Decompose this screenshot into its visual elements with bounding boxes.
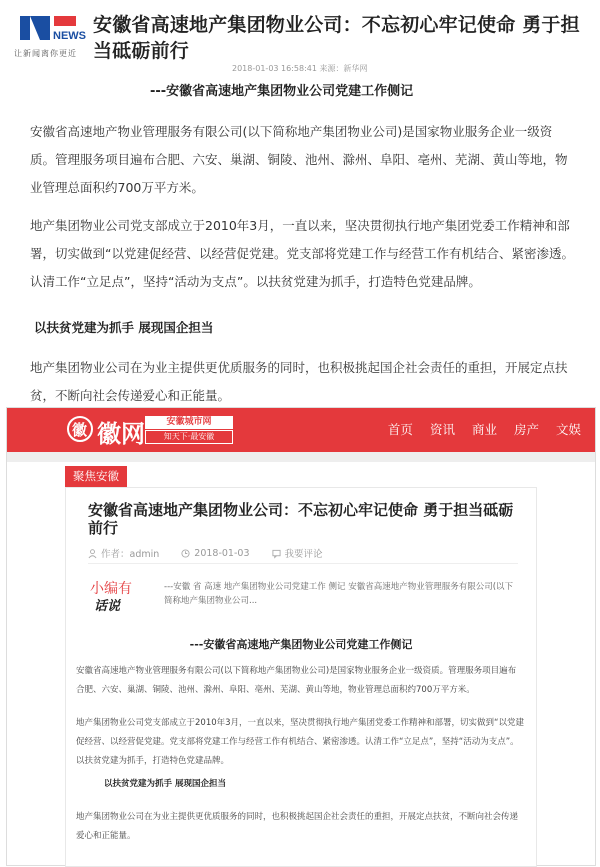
- article-content: [65, 487, 537, 867]
- site-logo[interactable]: [67, 414, 157, 446]
- editor-says-logo: [88, 577, 152, 613]
- nav-home[interactable]: 首页: [387, 422, 413, 437]
- paragraph: 地产集团物业公司党支部成立于2010年3月，一直以来，坚决贯彻执行地产集团党委工作精神和部署，切实做到“以党建促经营、以经营促党建。党支部将党建工作与经营工作有机结合、紧密渗透。认清工作“立足点”，坚持“活动为支点”。以扶贫党建为抓手，打造特色党建品牌。: [30, 218, 574, 289]
- article-subtitle: ---安徽省高速地产集团物业公司党建工作侧记: [189, 638, 413, 651]
- category-tag[interactable]: 聚焦安徽: [65, 466, 127, 487]
- article-title: 安徽省高速地产集团物业公司：不忘初心牢记使命 勇于担当砥砺前行: [88, 501, 514, 537]
- article-meta: 2018-01-03 16:58:41 来源：新华网: [232, 64, 368, 73]
- nav-business[interactable]: 商业: [471, 422, 497, 437]
- summary-text: ---安徽 省 高速 地产集团物业公司党建工作 侧记 安徽省高速地产物业管理服务有限公司(以下简称地产集团物业公司...: [164, 582, 514, 606]
- news-logo-icon: [20, 14, 86, 44]
- section-heading: 以扶贫党建为抓手 展现国企担当: [104, 779, 226, 789]
- summary-logo-line2: 话说: [94, 599, 121, 614]
- badge-top: 安徽城市网: [145, 416, 233, 429]
- summary-logo-line1: 小编有: [90, 581, 132, 597]
- main-nav: [371, 408, 581, 452]
- author-info: [88, 546, 159, 560]
- nav-news[interactable]: 资讯: [429, 422, 455, 437]
- paragraph: 地产集团物业公司党支部成立于2010年3月，一直以来，坚决贯彻执行地产集团党委工作精神和部署，切实做到“以党建促经营、以经营促党建。党支部将党建工作与经营工作有机结合、紧密渗透。认清工作“立足点”，坚持“活动为支点”。以扶贫党建为抓手，打造特色党建品牌。: [76, 718, 524, 766]
- comment-icon: [272, 549, 281, 558]
- section-heading: 以扶贫党建为抓手 展现国企担当: [34, 320, 214, 335]
- comment-link[interactable]: [272, 546, 323, 560]
- site-name: 徽网: [97, 419, 145, 448]
- divider: [88, 563, 518, 564]
- editor-summary: [88, 577, 518, 613]
- user-icon: [88, 549, 97, 558]
- paragraph: 地产集团物业公司在为业主提供更优质服务的同时，也积极挑起国企社会责任的重担，开展定点扶贫，不断向社会传递爱心和正能量。: [30, 360, 568, 403]
- paragraph: 安徽省高速地产物业管理服务有限公司(以下简称地产集团物业公司)是国家物业服务企业一级资质。管理服务项目遍布合肥、六安、巢湖、铜陵、池州、滁州、阜阳、亳州、芜湖、黄山等地，物业管理总面积约700万平方米。: [30, 124, 568, 195]
- page-title: 安徽省高速地产集团物业公司：不忘初心牢记使命 勇于担当砥砺前行: [93, 14, 580, 62]
- paragraph: 安徽省高速地产物业管理服务有限公司(以下简称地产集团物业公司)是国家物业服务企业一级资质。管理服务项目遍布合肥、六安、巢湖、铜陵、池州、滁州、阜阳、亳州、芜湖、黄山等地，物业管理总面积约700万平方米。: [76, 666, 517, 695]
- xinhua-logo[interactable]: [14, 14, 86, 58]
- nav-realestate[interactable]: 房产: [513, 422, 539, 437]
- ahcity-screenshot: [6, 407, 596, 866]
- divider: [7, 452, 595, 462]
- author-label: 作者：admin: [101, 549, 160, 560]
- site-badge: [145, 416, 233, 444]
- logo-slogan: 让新闻离你更近: [14, 49, 77, 58]
- svg-text:NEWS: NEWS: [53, 30, 86, 42]
- nav-entertainment[interactable]: 文娱: [555, 422, 581, 437]
- xinhua-article: [0, 0, 600, 403]
- date-label: 2018-01-03: [194, 547, 250, 559]
- article-subtitle: ---安徽省高速地产集团物业公司党建工作侧记: [150, 84, 414, 99]
- comment-label: 我要评论: [284, 549, 323, 560]
- paragraph: 地产集团物业公司在为业主提供更优质服务的同时，也积极挑起国企社会责任的重担，开展定点扶贫，不断向社会传递爱心和正能量。: [76, 812, 519, 841]
- clock-icon: [181, 549, 190, 558]
- article-meta: [88, 546, 345, 560]
- badge-bottom: 知天下·最安徽: [145, 430, 233, 444]
- logo-ring-icon: 徽: [67, 416, 93, 442]
- date-info: [181, 548, 249, 559]
- site-header: [7, 408, 595, 452]
